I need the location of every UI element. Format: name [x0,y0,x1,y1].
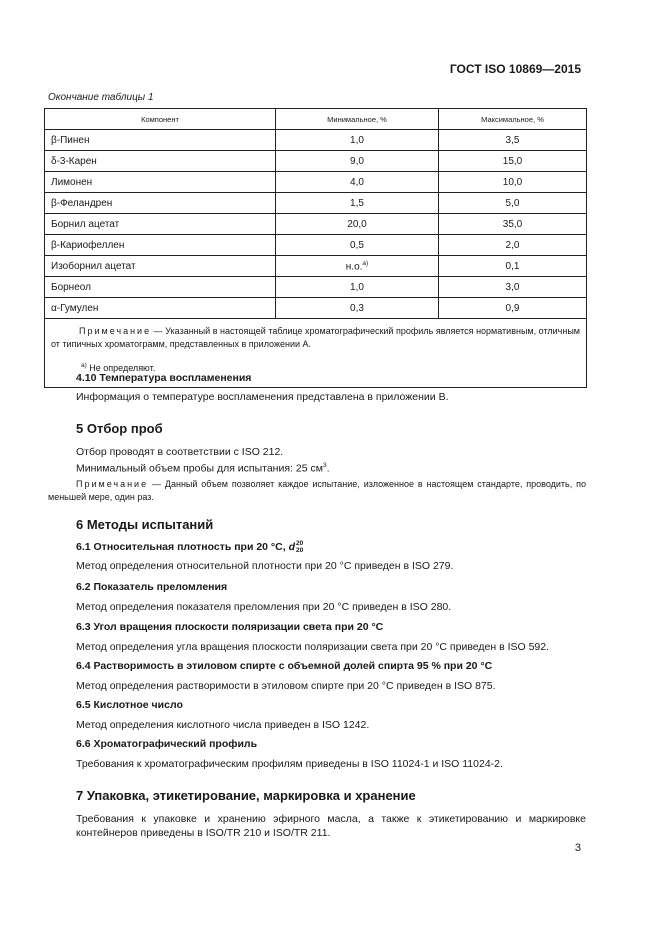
row-name: Изоборнил ацетат [45,256,276,277]
density-sup: 20 [295,540,304,548]
section-6-2-title: 6.2 Показатель преломления [76,581,228,593]
row-min: 9,0 [276,151,439,172]
section-6-1 [76,540,586,573]
section-7-text: Требования к упаковке и хранению эфирного масла, а также к этикетированию и маркировке контейнеров приведены в ISO/TR 210 и ISO/TR 211. [76,813,586,839]
row-name: β-Кариофеллен [45,235,276,256]
section-5-body [76,445,586,476]
footnote-text: Не определяют. [86,363,156,373]
footnote-ref: а) [362,259,369,267]
section-7-title: 7 Упаковка, этикетирование, маркировка и хранение [76,788,416,803]
section-6-1-title-text: 6.1 Относительная плотность при 20 °С, [76,541,286,553]
section-5-note-label: Примечание [76,479,149,489]
section-5-line1: Отбор проводят в соответствии с ISO 212. [76,446,284,458]
table-header-row [45,109,587,130]
column-header-max: Максимальное, % [439,109,587,130]
table-row [45,214,587,235]
note-text: — Указанный в настоящей таблице хроматографический профиль является нормативным, отличным от типичных хроматограмм, представленных в приложении А. [51,326,580,349]
section-6-5 [76,698,586,732]
section-5-line2 [76,459,586,476]
section-5-line2-text: Минимальный объем пробы для испытания: 25 см [76,462,323,475]
section-6-5-text: Метод определения кислотного числа приведен в ISO 1242. [76,719,370,731]
page-number: 3 [574,842,581,854]
section-6-3-text: Метод определения угла вращения плоскости поляризации света при 20 °С приведен в ISO 592. [76,641,550,653]
table-row [45,298,587,319]
section-6-6-text: Требования к хроматографическим профилям приведены в ISO 11024-1 и ISO 11024-2. [76,758,503,770]
components-table [44,108,587,388]
section-6-5-title: 6.5 Кислотное число [76,699,183,711]
table-row [45,193,587,214]
section-6-4-title: 6.4 Растворимость в этиловом спирте с объемной долей спирта 95 % при 20 °С [76,660,493,672]
section-6-6-title: 6.6 Хроматографический профиль [76,738,258,750]
row-max: 10,0 [439,172,587,193]
section-5-title: 5 Отбор проб [76,421,163,436]
section-5-line2-end: . [326,462,330,475]
row-max: 3,0 [439,277,587,298]
document-code: ГОСТ ISO 10869—2015 [449,62,581,76]
section-5-note [48,478,586,504]
section-6-4-text: Метод определения растворимости в этиловом спирте при 20 °С приведен в ISO 875. [76,680,496,692]
section-4-10-title: 4.10 Температура воспламенения [76,372,252,384]
row-name: β-Пинен [45,130,276,151]
row-min: 1,0 [276,130,439,151]
section-6-1-text: Метод определения относительной плотности при 20 °С приведен в ISO 279. [76,560,454,573]
row-name: δ-3-Карен [45,151,276,172]
row-max: 2,0 [439,235,587,256]
row-min: 1,5 [276,193,439,214]
section-6-4 [76,659,586,693]
density-symbol: d [288,541,295,554]
table-row [45,151,587,172]
section-5-note-text: — Данный объем позволяет каждое испытание, изложенное в настоящем стандарте, проводить, по меньшей мере, один раз. [48,479,586,502]
table-row [45,130,587,151]
section-5-line2-sup: 3 [322,462,327,469]
row-name: α-Гумулен [45,298,276,319]
table-row [45,277,587,298]
table-row [45,172,587,193]
section-6-3-title: 6.3 Угол вращения плоскости поляризации света при 20 °С [76,621,384,633]
row-max: 3,5 [439,130,587,151]
row-max: 15,0 [439,151,587,172]
footnote-mark: а) [81,362,87,369]
row-min: 0,3 [276,298,439,319]
row-name: Лимонен [45,172,276,193]
section-6-title: 6 Методы испытаний [76,517,214,532]
section-4-10 [76,371,586,404]
density-indices [296,540,303,554]
row-min: 0,5 [276,235,439,256]
column-header-min: Минимальное, % [276,109,439,130]
section-6-1-title [76,540,586,554]
row-max: 35,0 [439,214,587,235]
row-name: β-Феландрен [45,193,276,214]
note-label: Примечание [79,326,152,336]
density-sub: 20 [295,547,304,555]
row-max: 0,1 [439,256,587,277]
section-4-10-text: Информация о температуре воспламенения представлена в приложении В. [76,391,449,403]
section-6-3 [76,620,586,654]
row-min-value: н.о. [345,261,363,273]
table-row [45,235,587,256]
column-header-component: Компонент [45,109,276,130]
row-min: 20,0 [276,214,439,235]
section-6-2-text: Метод определения показателя преломления при 20 °С приведен в ISO 280. [76,601,452,613]
section-6-2 [76,580,586,614]
row-name: Борнил ацетат [45,214,276,235]
table-caption: Окончание таблицы 1 [48,92,154,103]
section-6-6 [76,737,586,771]
table-row [45,256,587,277]
row-min: 1,0 [276,277,439,298]
row-max: 0,9 [439,298,587,319]
row-min: 4,0 [276,172,439,193]
row-name: Борнеол [45,277,276,298]
row-min [276,256,439,277]
row-max: 5,0 [439,193,587,214]
